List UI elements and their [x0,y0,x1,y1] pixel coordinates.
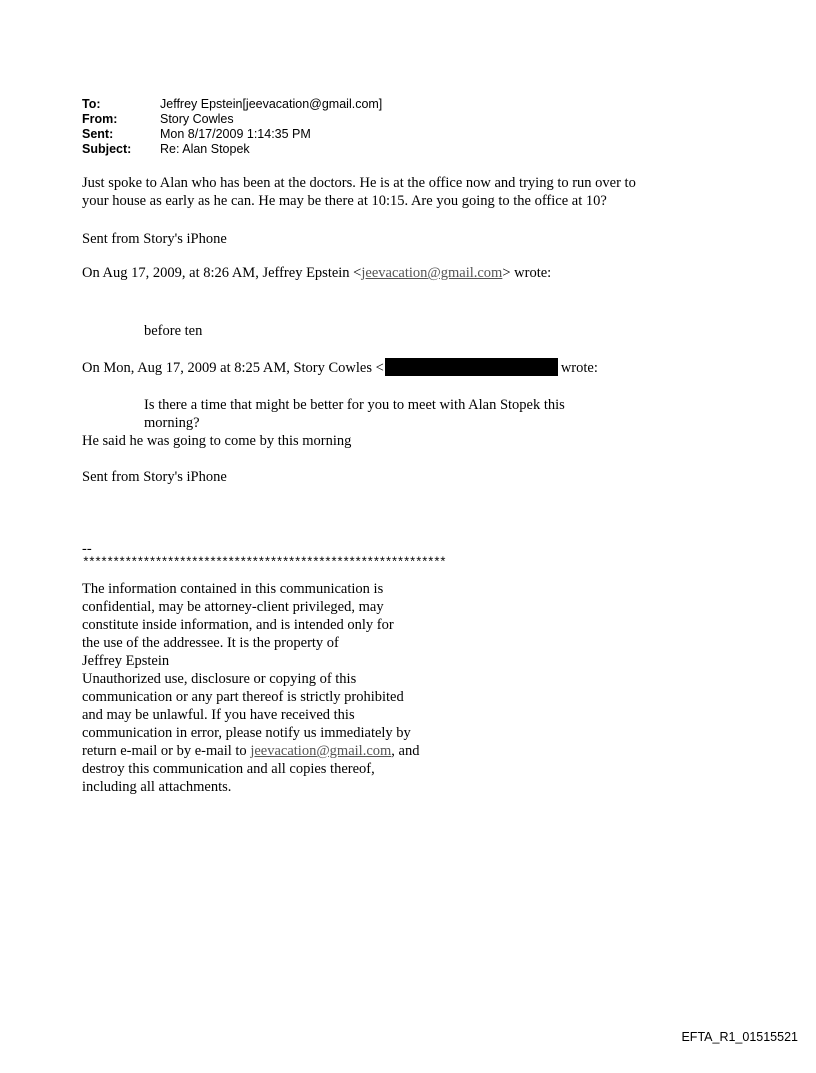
disclaimer-line-10-suffix: , and [391,743,420,759]
subject-label: Subject: [82,142,132,156]
subject-value: Re: Alan Stopek [160,142,250,156]
quoted-line-2: morning? [144,415,200,431]
from-value: Story Cowles [160,112,234,126]
header-to-row [82,97,382,112]
disclaimer-line-8: and may be unlawful. If you have received this [82,707,355,723]
disclaimer-line-9: communication in error, please notify us immediately by [82,725,411,741]
separator-stars: ************************************************************ [82,555,446,570]
document-id: EFTA_R1_01515521 [681,1030,798,1044]
disclaimer-line-4: the use of the addressee. It is the property of [82,635,339,651]
disclaimer-line-2: confidential, may be attorney-client privileged, may [82,599,384,615]
attribution-2-prefix: On Mon, Aug 17, 2009 at 8:25 AM, Story Cowles < [82,360,384,376]
header-sent-row [82,127,382,142]
attribution-1-suffix: > wrote: [502,265,552,281]
signature-2: Sent from Story's iPhone [82,469,227,485]
attribution-2-suffix: wrote: [560,360,598,376]
redaction-block [385,358,558,376]
disclaimer-line-6: Unauthorized use, disclosure or copying of this [82,671,357,687]
disclaimer-line-11: destroy this communication and all copies thereof, [82,761,375,777]
from-label: From: [82,112,118,126]
disclaimer-line-3: constitute inside information, and is intended only for [82,617,394,633]
disclaimer-line-12: including all attachments. [82,779,232,795]
quoted-said-line: He said he was going to come by this morning [82,433,352,449]
attribution-1-email-link[interactable]: jeevacation@gmail.com [361,265,503,281]
header-from-row [82,112,382,127]
to-label: To: [82,97,101,111]
body-line-1: Just spoke to Alan who has been at the doctors. He is at the office now and trying to run over to [82,175,636,191]
disclaimer-line-5: Jeffrey Epstein [82,653,170,669]
sent-value: Mon 8/17/2009 1:14:35 PM [160,127,311,141]
header-subject-row [82,142,382,157]
disclaimer-line-10 [82,742,419,760]
signature-1: Sent from Story's iPhone [82,231,227,247]
attribution-2 [82,358,598,377]
disclaimer-email-link[interactable]: jeevacation@gmail.com [250,743,392,759]
disclaimer-line-7: communication or any part thereof is strictly prohibited [82,689,404,705]
sent-label: Sent: [82,127,114,141]
disclaimer-line-1: The information contained in this communication is [82,581,384,597]
quoted-line-1: Is there a time that might be better for you to meet with Alan Stopek this [144,397,565,413]
reply-text: before ten [144,323,203,339]
disclaimer-line-10-prefix: return e-mail or by e-mail to [82,743,251,759]
confidentiality-disclaimer [82,580,419,796]
separator-dashes: -- [82,541,92,557]
email-header [82,97,382,157]
attribution-1 [82,264,551,282]
message-body [82,174,636,210]
attribution-1-prefix: On Aug 17, 2009, at 8:26 AM, Jeffrey Epstein < [82,265,362,281]
to-value: Jeffrey Epstein[jeevacation@gmail.com] [160,97,383,111]
body-line-2: your house as early as he can. He may be there at 10:15. Are you going to the office at 10? [82,193,607,209]
